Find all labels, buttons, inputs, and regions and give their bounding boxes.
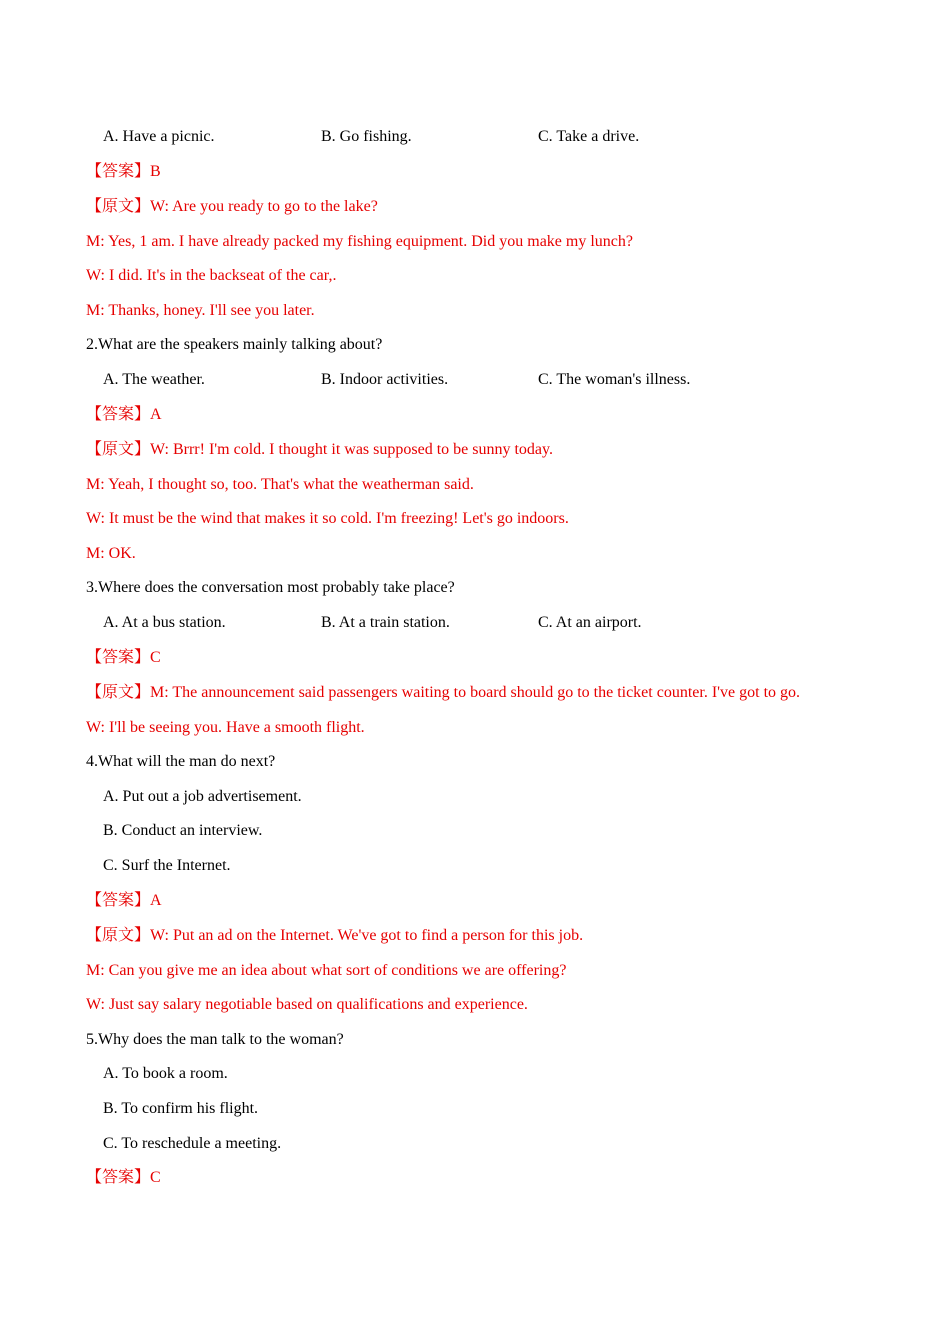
q4-answer: 【答案】A [86,892,162,909]
q5-question: 5.Why does the man talk to the woman? [86,1031,344,1048]
q4-option-c: C. Surf the Internet. [103,857,231,874]
q4-option-a: A. Put out a job advertisement. [103,788,302,805]
transcript-label: 【原文】 [86,441,151,458]
q1-transcript-line: M: Yes, 1 am. I have already packed my fishing equipment. Did you make my lunch? [86,233,633,250]
q1-transcript-line: M: Thanks, honey. I'll see you later. [86,302,315,319]
q3-option-c: C. At an airport. [538,614,642,631]
transcript-label: 【原文】 [86,198,151,215]
answer-label: 【答案】 [86,892,151,909]
q4-option-b: B. Conduct an interview. [103,822,263,839]
answer-label: 【答案】 [86,406,151,423]
q4-question: 4.What will the man do next? [86,753,276,770]
q1-option-c: C. Take a drive. [538,128,640,145]
q4-transcript: 【原文】W: Put an ad on the Internet. We've got to find a person for this job. [86,927,584,944]
transcript-label: 【原文】 [86,927,151,944]
answer-label: 【答案】 [86,649,151,666]
q1-option-a: A. Have a picnic. [103,128,215,145]
q1-answer: 【答案】B [86,163,161,180]
q2-transcript-line: M: Yeah, I thought so, too. That's what the weatherman said. [86,476,474,493]
q1-option-b: B. Go fishing. [321,128,412,145]
q2-option-a: A. The weather. [103,371,205,388]
q4-transcript-line: W: Just say salary negotiable based on qualifications and experience. [86,996,528,1013]
q1-transcript-line: W: I did. It's in the backseat of the car,. [86,267,337,284]
q4-transcript-line: M: Can you give me an idea about what sort of conditions we are offering? [86,962,567,979]
transcript-label: 【原文】 [86,684,151,701]
q3-answer: 【答案】C [86,649,161,666]
q5-option-c: C. To reschedule a meeting. [103,1135,282,1152]
q2-question: 2.What are the speakers mainly talking about? [86,336,383,353]
q5-option-a: A. To book a room. [103,1065,228,1082]
answer-label: 【答案】 [86,1169,151,1186]
q2-transcript: 【原文】W: Brrr! I'm cold. I thought it was supposed to be sunny today. [86,441,553,458]
q3-option-a: A. At a bus station. [103,614,226,631]
q2-option-c: C. The woman's illness. [538,371,691,388]
q2-answer: 【答案】A [86,406,162,423]
q2-transcript-line: M: OK. [86,545,136,562]
q3-transcript: 【原文】M: The announcement said passengers waiting to board should go to the ticket counter. I've got to go. [86,684,801,701]
q3-transcript-line: W: I'll be seeing you. Have a smooth flight. [86,719,365,736]
q2-transcript-line: W: It must be the wind that makes it so cold. I'm freezing! Let's go indoors. [86,510,569,527]
q5-answer: 【答案】C [86,1169,161,1186]
q5-option-b: B. To confirm his flight. [103,1100,259,1117]
q3-question: 3.Where does the conversation most probably take place? [86,579,455,596]
q2-option-b: B. Indoor activities. [321,371,449,388]
answer-label: 【答案】 [86,163,151,180]
q3-option-b: B. At a train station. [321,614,450,631]
q1-transcript: 【原文】W: Are you ready to go to the lake? [86,198,378,215]
